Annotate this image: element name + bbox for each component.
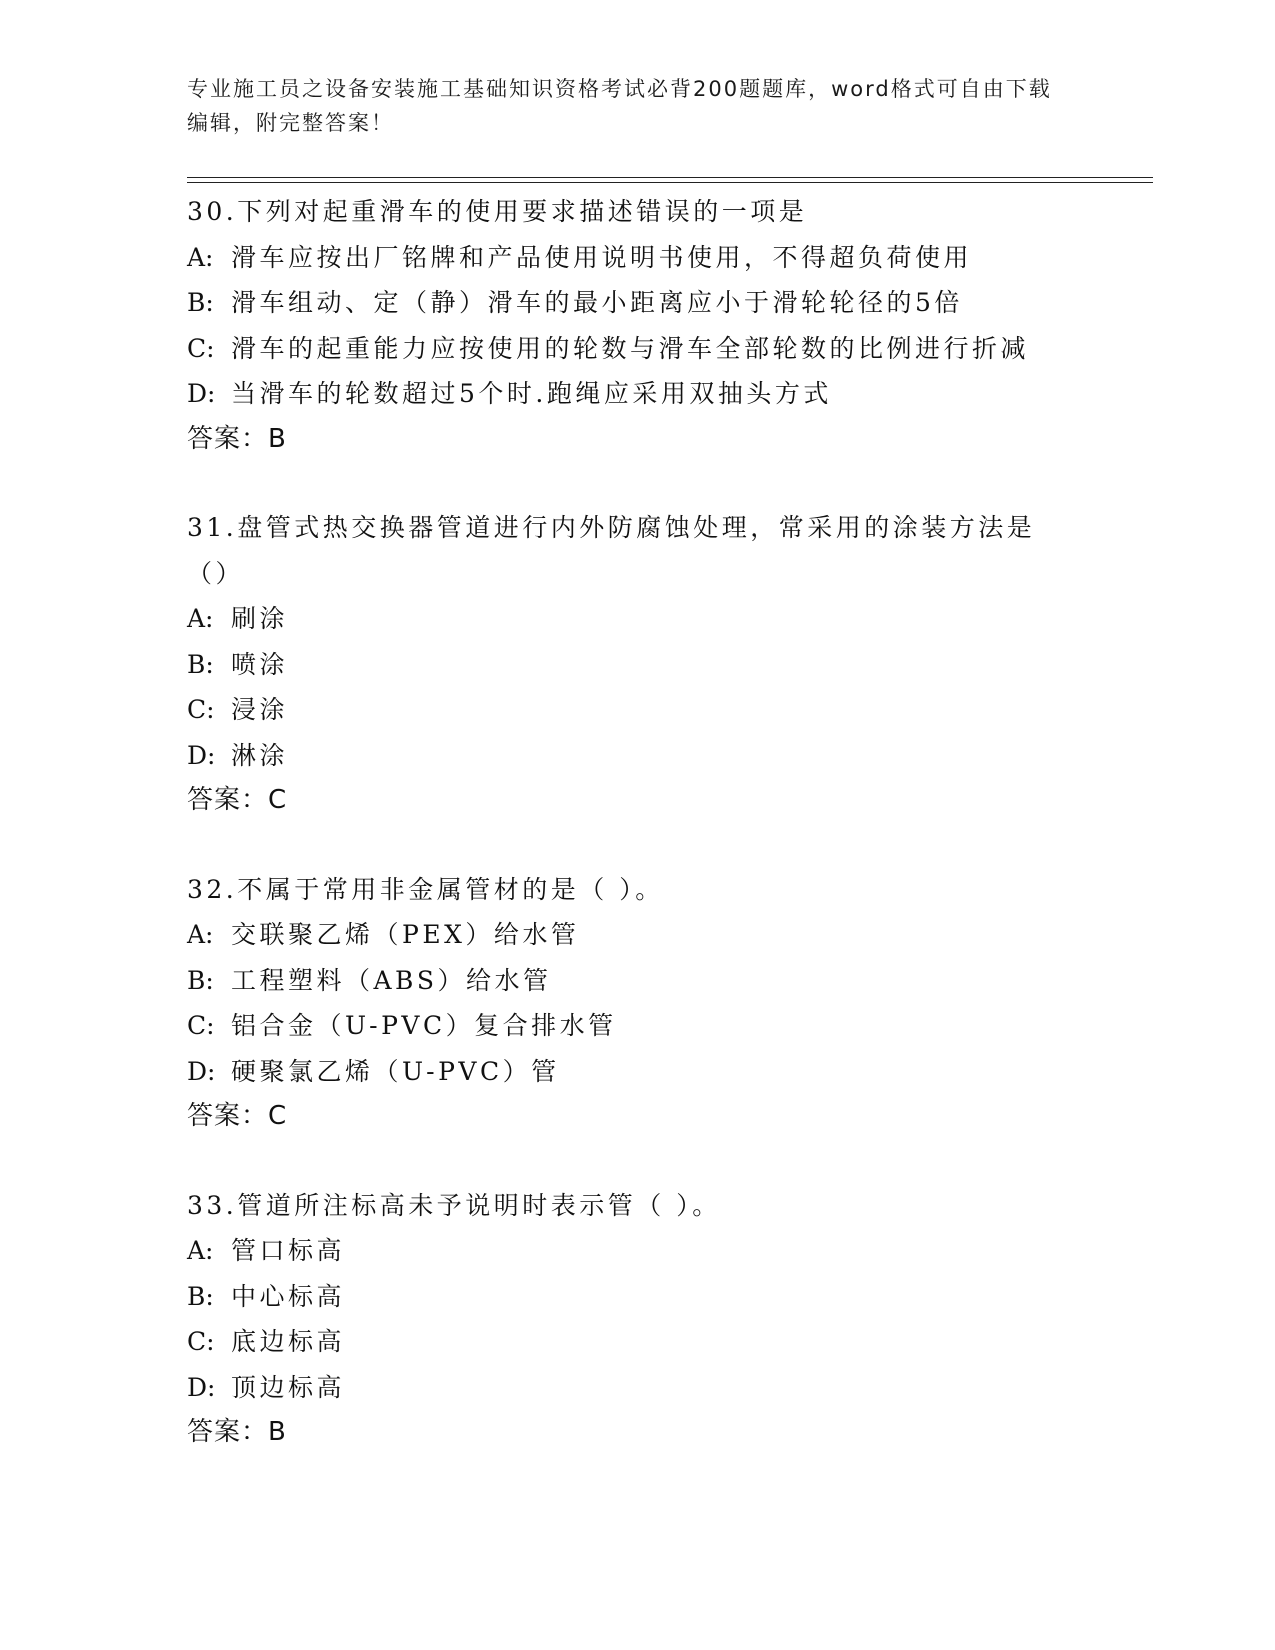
option-letter: A: — [187, 920, 214, 949]
option-letter: B: — [187, 288, 214, 317]
question-32 — [187, 867, 1087, 1140]
document-header: 专业施工员之设备安装施工基础知识资格考试必背200题题库，word格式可自由下载编辑，附完整答案！ — [187, 77, 1052, 135]
question-stem: 30.下列对起重滑车的使用要求描述错误的一项是 — [187, 197, 808, 226]
option-a — [187, 235, 1087, 281]
option-d — [187, 1049, 1087, 1095]
option-text: 中心标高 — [231, 1281, 346, 1311]
answer-label: 答案：C — [187, 1101, 288, 1131]
option-d — [187, 371, 1087, 417]
answer-label: 答案：B — [187, 1417, 287, 1447]
option-text: 喷涂 — [231, 649, 289, 679]
option-a — [187, 596, 1087, 642]
header-divider-top — [187, 177, 1153, 178]
option-letter: B: — [187, 965, 214, 995]
question-stem: 33.管道所注标高未予说明时表示管（ ）。 — [187, 1190, 721, 1220]
option-letter: D: — [187, 379, 216, 408]
option-text: 硬聚氯乙烯（U-PVC）管 — [231, 1056, 560, 1086]
option-letter: B: — [187, 649, 214, 679]
option-letter: A: — [187, 242, 214, 272]
question-list — [187, 189, 1087, 1499]
option-d — [187, 733, 1087, 779]
option-letter: D: — [187, 1372, 216, 1402]
option-letter: B: — [187, 1281, 214, 1311]
answer-label: 答案：B — [187, 423, 287, 454]
question-stem: 31.盘管式热交换器管道进行内外防腐蚀处理，常采用的涂装方法是（） — [187, 513, 1036, 588]
option-letter: D: — [187, 1056, 216, 1086]
option-letter: A: — [187, 604, 214, 633]
option-c — [187, 1319, 1087, 1365]
option-c — [187, 1003, 1087, 1049]
option-d — [187, 1365, 1087, 1411]
option-text: 浸涂 — [231, 695, 289, 724]
option-b — [187, 958, 1087, 1004]
question-33 — [187, 1183, 1087, 1456]
option-letter: C: — [187, 695, 215, 724]
option-text: 刷涂 — [231, 604, 289, 633]
option-letter: C: — [187, 1327, 215, 1356]
option-letter: C: — [187, 333, 215, 363]
option-c — [187, 326, 1087, 372]
option-letter: C: — [187, 1011, 215, 1040]
option-text: 底边标高 — [231, 1327, 346, 1356]
header-divider-bottom — [187, 182, 1153, 183]
option-text: 滑车组动、定（静）滑车的最小距离应小于滑轮轮径的5倍 — [231, 288, 963, 317]
option-c — [187, 687, 1087, 733]
question-31 — [187, 505, 1087, 824]
option-text: 当滑车的轮数超过5个时.跑绳应采用双抽头方式 — [231, 379, 832, 408]
option-text: 滑车应按出厂铭牌和产品使用说明书使用，不得超负荷使用 — [231, 242, 973, 272]
option-letter: A: — [187, 1236, 214, 1265]
option-text: 滑车的起重能力应按使用的轮数与滑车全部轮数的比例进行折减 — [231, 333, 1030, 363]
option-b — [187, 1274, 1087, 1320]
option-b — [187, 280, 1087, 326]
question-stem: 32.不属于常用非金属管材的是（ ）。 — [187, 874, 664, 904]
option-text: 铝合金（U-PVC）复合排水管 — [231, 1011, 617, 1040]
option-letter: D: — [187, 740, 216, 770]
option-a — [187, 912, 1087, 958]
option-text: 管口标高 — [231, 1236, 346, 1265]
option-text: 交联聚乙烯（PEX）给水管 — [231, 920, 580, 949]
option-b — [187, 642, 1087, 688]
option-a — [187, 1228, 1087, 1274]
option-text: 顶边标高 — [231, 1372, 346, 1402]
option-text: 淋涂 — [231, 740, 289, 770]
option-text: 工程塑料（ABS）给水管 — [231, 965, 552, 995]
answer-label: 答案：C — [187, 785, 288, 815]
question-30 — [187, 189, 1087, 462]
